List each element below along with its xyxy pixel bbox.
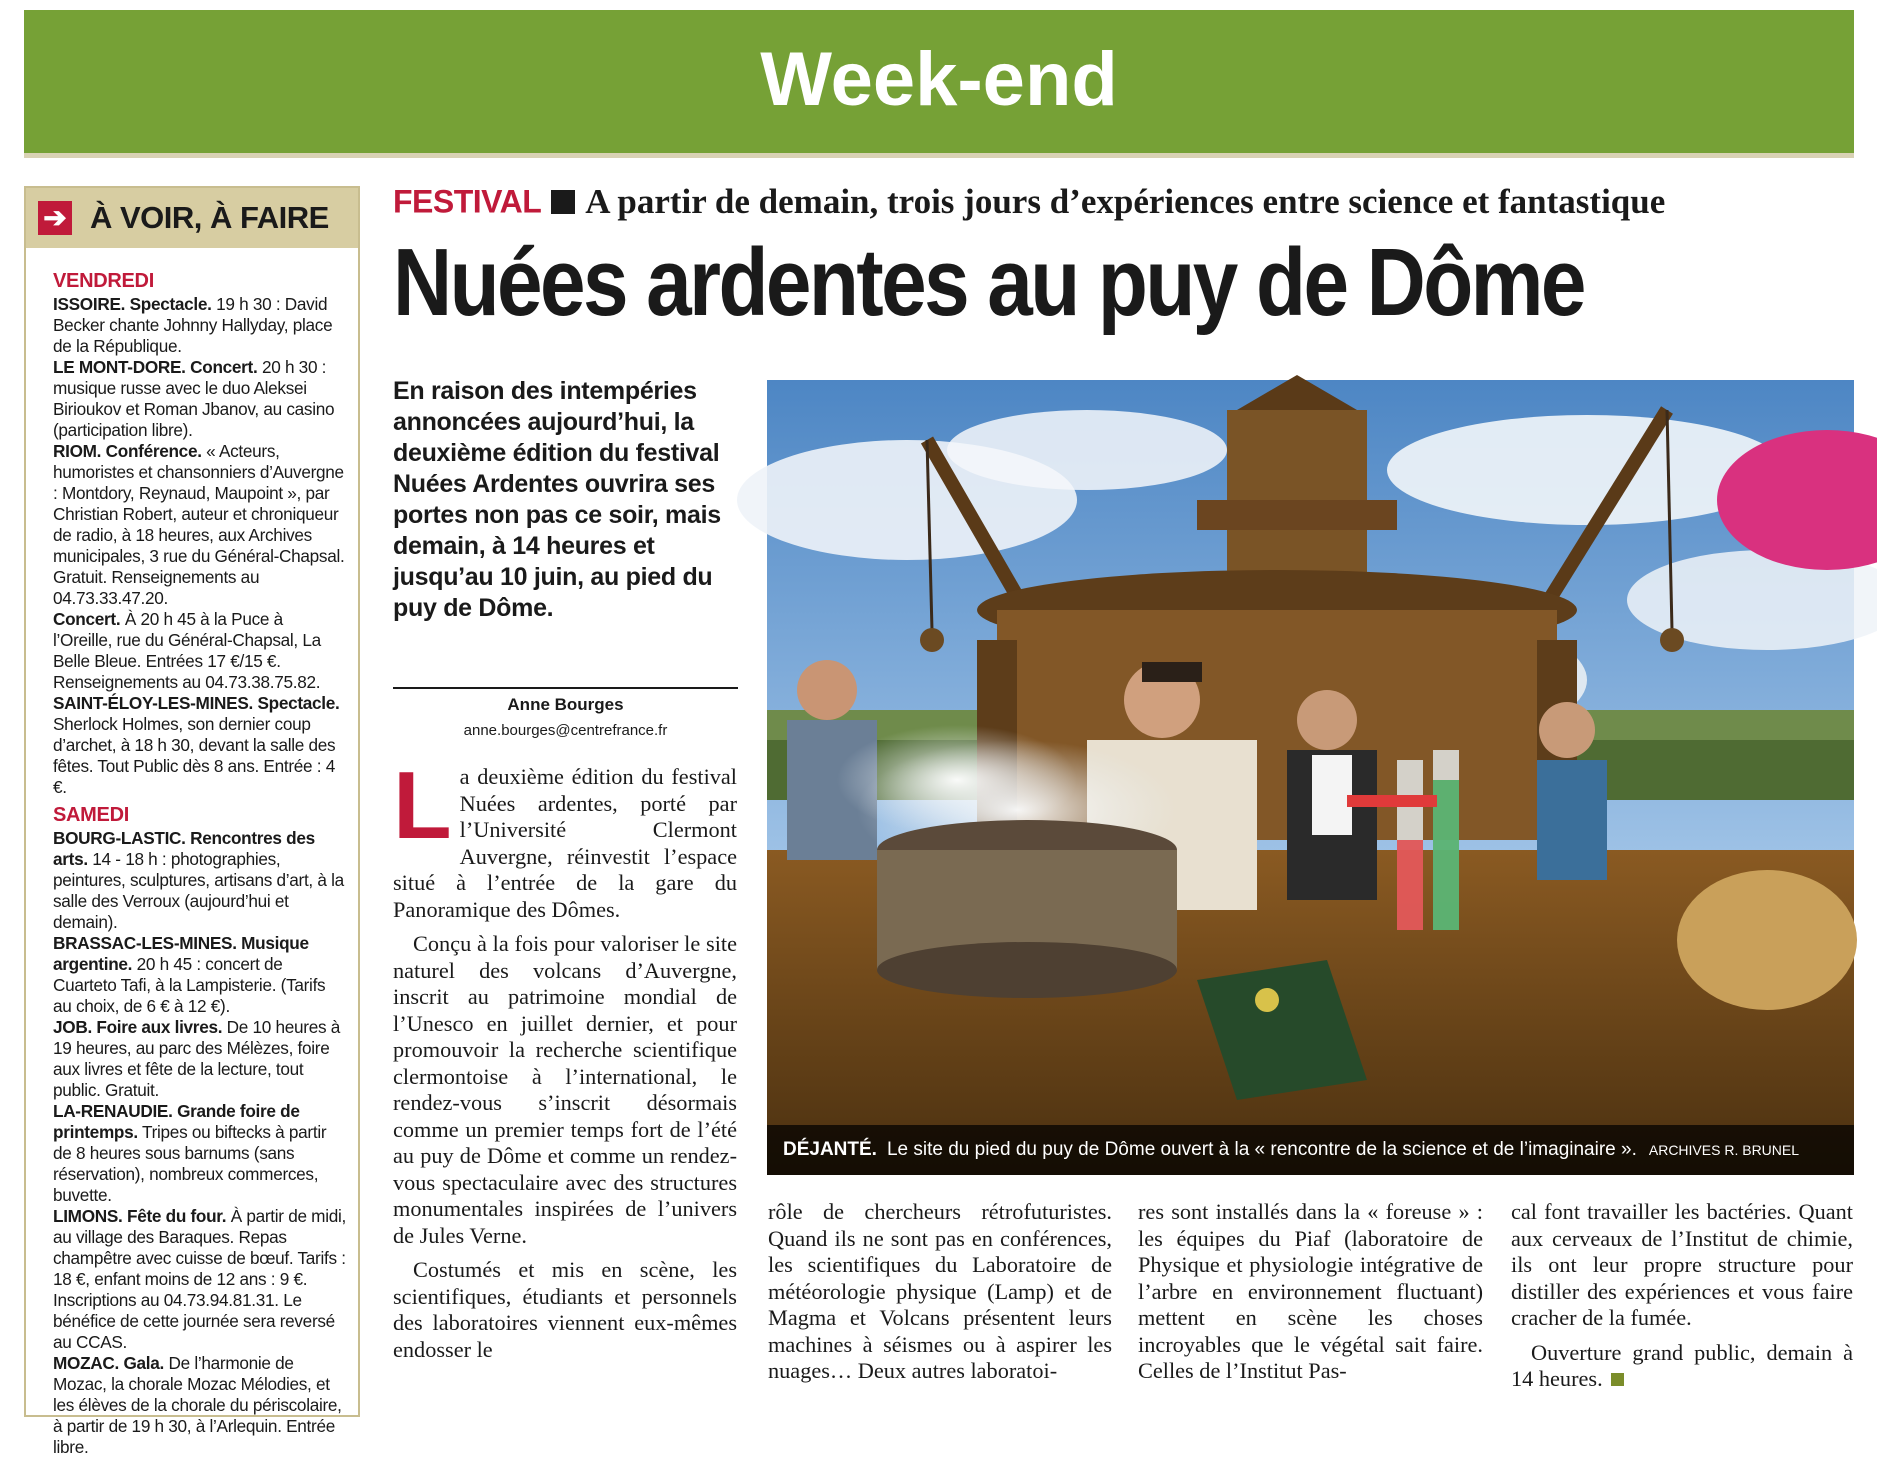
agenda-entry: Concert. À 20 h 45 à la Puce à l’Oreille, rue du Général-Chapsal, La Belle Bleue. Entrées 17 €/15 €. Renseignements au 04.73.38.75.82.	[53, 609, 321, 692]
body-column-1	[393, 752, 737, 1363]
agenda-entry: SAINT-ÉLOY-LES-MINES. Spectacle. Sherlock Holmes, son dernier coup d’archet, à 18 h 30, devant la salle des fêtes. Tout Public dès 8 ans. Entrée : 4 €.	[53, 693, 340, 797]
sidebar-title: À VOIR, À FAIRE	[90, 200, 329, 235]
agenda-entry: LA-RENAUDIE. Grande foire de printemps. Tripes ou biftecks à partir de 8 heures sous barnums (sans réservation), nombreux commerces, buvette.	[53, 1101, 327, 1205]
byline-divider	[393, 687, 738, 689]
kicker-text: A partir de demain, trois jours d’expériences entre science et fantastique	[585, 182, 1666, 221]
agenda-entry: LE MONT-DORE. Concert. 20 h 30 : musique russe avec le duo Aleksei Birioukov et Roman Jbanov, au casino (participation libre).	[53, 357, 335, 440]
body-column-3	[1138, 1199, 1483, 1385]
body-paragraph: rôle de chercheurs rétrofuturistes. Quand ils ne sont pas en conférences, les scientifiques du Laboratoire de météorologie physique (Lamp) et de Magma et Volcans présentent leurs machines à séismes ou à aspirer les nuages… Deux autres laboratoi-	[768, 1199, 1112, 1383]
photo-caption	[767, 1125, 1854, 1175]
body-paragraph: cal font travailler les bactéries. Quant aux cerveaux de l’Institut de chimie, ils ont leur propre structure pour distiller des expériences et vous faire cracher de la fumée.	[1511, 1199, 1853, 1330]
article-photo	[767, 380, 1854, 1175]
square-bullet-icon	[551, 190, 575, 214]
agenda-entry: BRASSAC-LES-MINES. Musique argentine. 20 h 45 : concert de Cuarteto Tafi, à la Lampisterie. (Tarifs au choix, de 6 € à 12 €).	[53, 933, 326, 1016]
agenda-entry: RIOM. Conférence. « Acteurs, humoristes et chansonniers d’Auvergne : Montdory, Reynaud, Maupoint », par Christian Robert, auteur et chroniqueur de radio, à 18 heures, aux Archives municipales, 3 rue du Général-Chapsal. Gratuit. Renseignements au 04.73.33.47.20.	[53, 441, 345, 608]
body-paragraph: Costumés et mis en scène, les scientifiques, étudiants et personnels des laboratoires viennent eux-mêmes endosser le	[393, 1257, 737, 1362]
article-headline: Nuées ardentes au puy de Dôme	[393, 229, 1584, 336]
author-name: Anne Bourges	[507, 695, 624, 714]
arrow-right-icon: ➔	[38, 201, 72, 235]
photo-credit: ARCHIVES R. BRUNEL	[1648, 1142, 1800, 1158]
body-paragraph: Ouverture grand public, demain à 14 heures.	[1511, 1339, 1853, 1391]
festival-scene-illustration	[767, 380, 1854, 1175]
agenda-entry: ISSOIRE. Spectacle. 19 h 30 : David Becker chante Johnny Hallyday, place de la République.	[53, 294, 333, 356]
caption-tag: DÉJANTÉ.	[783, 1139, 877, 1160]
section-banner	[24, 10, 1854, 158]
body-paragraph: res sont installés dans la « foreuse » : les équipes du Piaf (laboratoire de Physique et physiologie intégrative de l’arbre en environnement fluctuant) mettent en scène les choses incroyables que le végétal sait faire. Celles de l’Institut Pas-	[1138, 1199, 1483, 1383]
caption-text: Le site du pied du puy de Dôme ouvert à la « rencontre de la science et de l’imaginaire ».	[886, 1139, 1637, 1160]
body-column-4	[1511, 1199, 1853, 1393]
article-kicker	[393, 182, 1853, 222]
body-paragraph: Conçu à la fois pour valoriser le site naturel des volcans d’Auvergne, inscrit au patrimoine mondial de l’Unesco en juillet dernier, et pour promouvoir la recherche scientifique clermontoise à l’international, le rendez-vous s’inscrit désormais comme un premier temps fort de l’été au puy de Dôme et comme un rendez-vous spectaculaire avec des structures monumentales inspirées de l’univers de Jules Verne.	[393, 931, 737, 1248]
day-label: SAMEDI	[53, 804, 129, 826]
kicker-tag: FESTIVAL	[393, 183, 542, 220]
body-paragraph: La deuxième édition du festival Nuées ardentes, porté par l’Université Clermont Auvergne, réinvestit l’espace situé à l’entrée de la gare du Panoramique des Dômes.	[393, 752, 737, 922]
agenda-list	[26, 248, 358, 1458]
agenda-entry: LIMONS. Fête du four. À partir de midi, au village des Baraques. Repas champêtre avec cuisse de bœuf. Tarifs : 18 €, enfant moins de 12 ans : 9 €. Inscriptions au 04.73.94.81.31. Le bénéfice de cette journée sera reversé au CCAS.	[53, 1206, 346, 1352]
agenda-sidebar	[24, 186, 360, 1457]
author-email[interactable]: anne.bourges@centrefrance.fr	[463, 722, 668, 739]
agenda-entry: BOURG-LASTIC. Rencontres des arts. 14 - 18 h : photographies, peintures, sculptures, artisans d’art, à la salle des Verroux (aujourd’hui et demain).	[53, 828, 344, 932]
sidebar-header	[26, 188, 358, 248]
body-column-2	[768, 1199, 1112, 1385]
drop-cap: L	[393, 752, 452, 859]
agenda-entry: MOZAC. Gala. De l’harmonie de Mozac, la chorale Mozac Mélodies, et les élèves de la chorale du périscolaire, à partir de 19 h 30, à l’Arlequin. Entrée libre.	[53, 1353, 342, 1457]
section-title: Week-end	[760, 37, 1118, 122]
day-label: VENDREDI	[53, 270, 154, 292]
agenda-entry: JOB. Foire aux livres. De 10 heures à 19 heures, au parc des Mélèzes, foire aux livres et fête de la lecture, tout public. Gratuit.	[53, 1017, 340, 1100]
article-lead: En raison des intempéries annoncées aujourd’hui, la deuxième édition du festival Nuées Ardentes ouvrira ses portes non pas ce soir, mais demain, à 14 heures et jusqu’au 10 juin, au pied du puy de Dôme.	[393, 377, 721, 622]
end-mark-icon	[1611, 1373, 1624, 1386]
